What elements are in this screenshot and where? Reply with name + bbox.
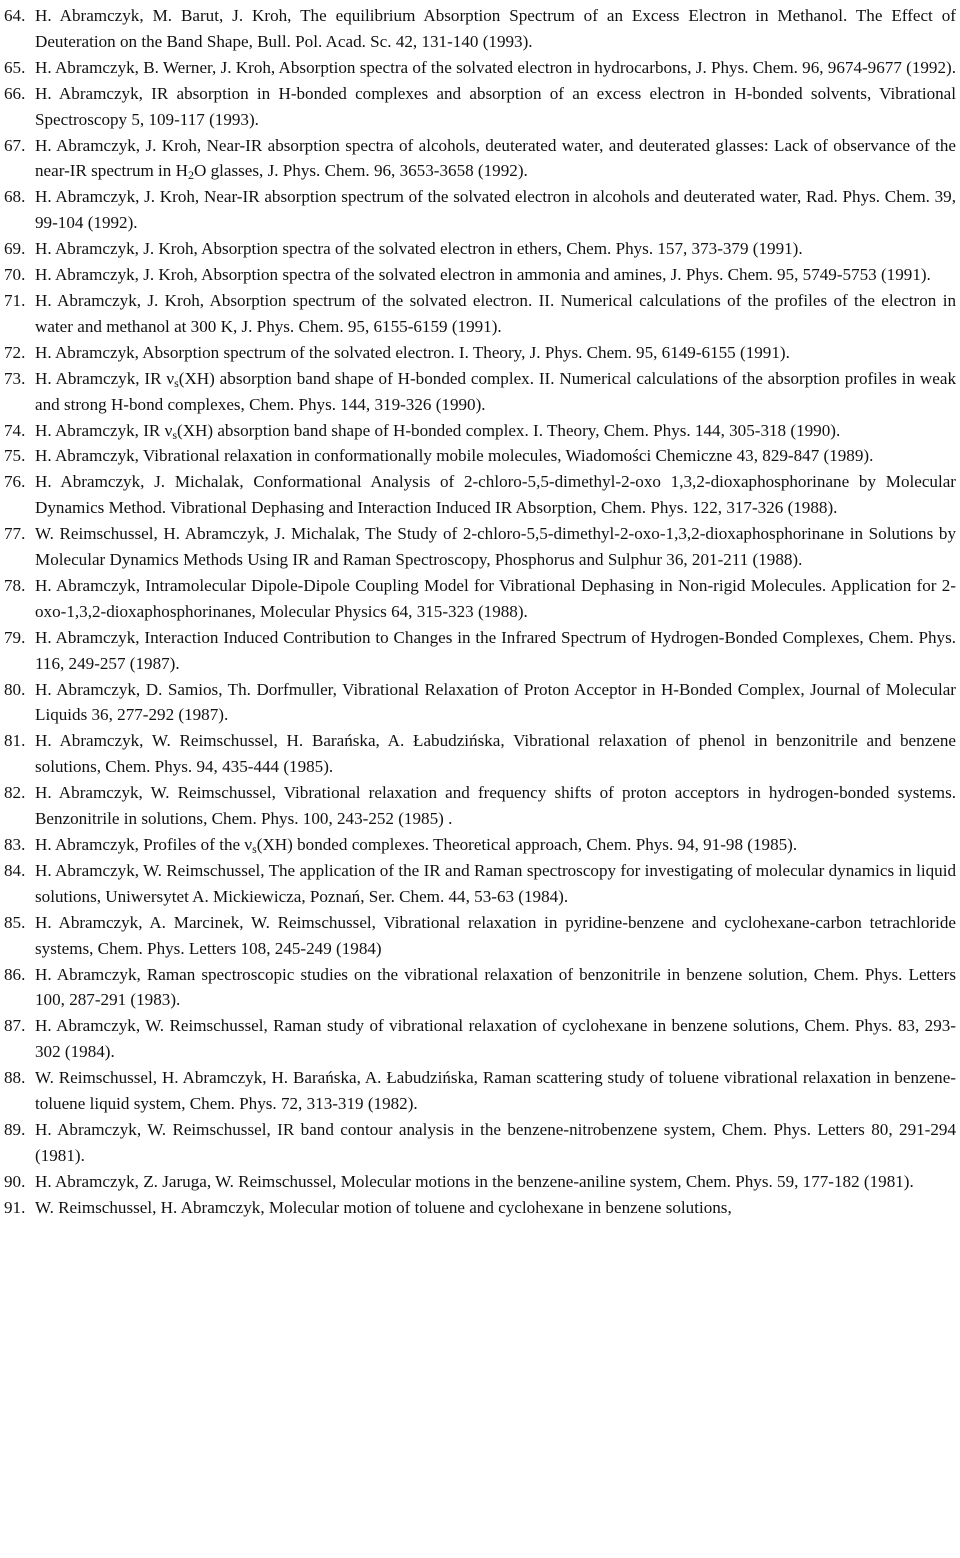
reference-text-segment: H. Abramczyk, J. Kroh, Near-IR absorption spectra of alcohols, deuterated water, and deuterated glasses: Lack of observance of the near-IR spectrum in H [35,135,956,181]
reference-item [4,832,956,858]
reference-number: 71. [4,290,26,310]
reference-text-segment: W. Reimschussel, H. Abramczyk, J. Michalak, The Study of 2-chloro-5,5-dimethyl-2-oxo-1,3,2-dioxaphosphorinane in Solutions by Molecular Dynamics Methods Using IR and Raman Spectroscopy, Phosphorus and Sulphur 36, 201-211 (1988). [35,524,956,570]
reference-number: 88. [4,1068,26,1088]
reference-text [35,291,956,336]
reference-number: 82. [4,783,26,803]
reference-subscript: s [252,842,257,856]
reference-item [4,3,956,55]
reference-text-segment: H. Abramczyk, D. Samios, Th. Dorfmuller, Vibrational Relaxation of Proton Acceptor in H-Bonded Complex, Journal of Molecular Liquids 36, 277-292 (1987). [35,679,956,725]
reference-text-segment: H. Abramczyk, J. Kroh, Absorption spectra of the solvated electron in ethers, Chem. Phys. 157, 373-379 (1991). [35,239,803,259]
reference-text [35,239,803,258]
reference-text-segment: H. Abramczyk, J. Kroh, Absorption spectrum of the solvated electron. II. Numerical calculations of the profiles of the electron in water and methanol at 300 K, J. Phys. Chem. 95, 6155-6159 (1991). [35,290,956,336]
reference-item [4,262,956,288]
reference-text [35,1198,732,1217]
reference-text-segment: H. Abramczyk, IR ν [35,368,175,388]
reference-text-segment: H. Abramczyk, Interaction Induced Contribution to Changes in the Infrared Spectrum of Hydrogen-Bonded Complexes, Chem. Phys. 116, 249-257 (1987). [35,627,956,673]
reference-text-segment: H. Abramczyk, A. Marcinek, W. Reimschussel, Vibrational relaxation in pyridine-benzene and cyclohexane-carbon tetrachloride systems, Chem. Phys. Letters 108, 245-249 (1984) [35,912,956,958]
reference-number: 67. [4,135,26,155]
reference-text [35,1016,956,1061]
reference-text-segment: H. Abramczyk, J. Kroh, Absorption spectra of the solvated electron in ammonia and amines, J. Phys. Chem. 95, 5749-5753 (1991). [35,265,931,285]
reference-item [4,1195,956,1221]
reference-item [4,340,956,366]
reference-text [35,6,956,51]
reference-item [4,443,956,469]
reference-number: 66. [4,83,26,103]
reference-item [4,1117,956,1169]
reference-number: 74. [4,420,26,440]
reference-text-segment: H. Abramczyk, W. Reimschussel, H. Barańska, A. Łabudzińska, Vibrational relaxation of phenol in benzonitrile and benzene solutions, Chem. Phys. 94, 435-444 (1985). [35,731,956,777]
reference-text-segment: H. Abramczyk, W. Reimschussel, Vibrational relaxation and frequency shifts of proton acceptors in hydrogen-bonded systems. Benzonitrile in solutions, Chem. Phys. 100, 243-252 (1985) . [35,783,956,829]
reference-item [4,1169,956,1195]
reference-text [35,628,956,673]
reference-number: 64. [4,6,26,25]
reference-text [35,576,956,621]
reference-text-segment: H. Abramczyk, W. Reimschussel, Raman study of vibrational relaxation of cyclohexane in benzene solutions, Chem. Phys. 83, 293-302 (1984). [35,1016,956,1062]
reference-item [4,133,956,185]
reference-text [35,861,956,906]
reference-text-segment: (XH) bonded complexes. Theoretical approach, Chem. Phys. 94, 91-98 (1985). [256,835,798,854]
reference-number: 77. [4,524,26,544]
reference-item [4,521,956,573]
reference-text [35,1120,956,1165]
reference-item [4,677,956,729]
reference-list [4,3,956,1221]
reference-text-segment: W. Reimschussel, H. Abramczyk, Molecular motion of toluene and cyclohexane in benzene solutions, [35,1197,732,1217]
reference-item [4,625,956,677]
reference-item [4,728,956,780]
reference-text-segment: H. Abramczyk, Intramolecular Dipole-Dipole Coupling Model for Vibrational Dephasing in Non-rigid Molecules. Application for 2-oxo-1,3,2-dioxaphosphorinanes, Molecular Physics 64, 315-323 (1988). [35,575,956,621]
reference-text [35,1068,956,1113]
reference-item [4,1065,956,1117]
reference-item [4,573,956,625]
reference-text [35,446,873,465]
reference-item [4,469,956,521]
reference-item [4,962,956,1014]
reference-number: 79. [4,627,26,647]
reference-text-segment: H. Abramczyk, IR ν [35,420,173,440]
reference-text-segment: H. Abramczyk, W. Reimschussel, The application of the IR and Raman spectroscopy for investigating of molecular dynamics in liquid solutions, Uniwersytet A. Mickiewicza, Poznań, Ser. Chem. 44, 53-63 (1984). [35,860,956,906]
reference-text [35,84,956,129]
reference-text [35,136,956,181]
reference-text [35,680,956,725]
reference-number: 85. [4,912,26,932]
reference-item [4,1013,956,1065]
reference-item [4,780,956,832]
reference-text [35,369,956,414]
reference-number: 65. [4,57,26,77]
reference-text [35,913,956,958]
reference-text [35,472,956,517]
reference-text-segment: (XH) absorption band shape of H-bonded complex. II. Numerical calculations of the absorption profiles in weak and strong H-bond complexes, Chem. Phys. 144, 319-326 (1990). [35,368,956,414]
reference-subscript: s [172,427,177,442]
reference-text-segment: H. Abramczyk, B. Werner, J. Kroh, Absorption spectra of the solvated electron in hydrocarbons, J. Phys. Chem. 96, 9674-9677 (1992). [35,57,956,77]
reference-text-segment: O glasses, J. Phys. Chem. 96, 3653-3658 (1992). [193,161,528,181]
reference-item [4,55,956,81]
reference-number: 75. [4,446,26,466]
reference-text [35,58,956,77]
reference-text [35,1172,914,1191]
reference-text [35,524,956,569]
reference-number: 84. [4,860,26,880]
reference-number: 78. [4,575,26,595]
reference-text-segment: H. Abramczyk, Profiles of the ν [35,835,253,854]
reference-item [4,418,956,444]
reference-text-segment: H. Abramczyk, Raman spectroscopic studies on the vibrational relaxation of benzonitrile in benzene solution, Chem. Phys. Letters 100, 287-291 (1983). [35,964,956,1010]
reference-number: 83. [4,835,26,854]
reference-text-segment: H. Abramczyk, J. Kroh, Near-IR absorption spectrum of the solvated electron in alcohols and deuterated water, Rad. Phys. Chem. 39, 99-104 (1992). [35,187,956,233]
reference-text-segment: H. Abramczyk, Z. Jaruga, W. Reimschussel, Molecular motions in the benzene-aniline system, Chem. Phys. 59, 177-182 (1981). [35,1171,914,1191]
reference-number: 69. [4,239,26,259]
reference-number: 81. [4,731,26,751]
reference-text [35,187,956,232]
reference-text-segment: W. Reimschussel, H. Abramczyk, H. Barańska, A. Łabudzińska, Raman scattering study of toluene vibrational relaxation in benzene-toluene liquid system, Chem. Phys. 72, 313-319 (1982). [35,1068,956,1114]
reference-item [4,81,956,133]
reference-number: 86. [4,964,26,984]
reference-text-segment: H. Abramczyk, M. Barut, J. Kroh, The equilibrium Absorption Spectrum of an Excess Electron in Methanol. The Effect of Deuteration on the Band Shape, Bull. Pol. Acad. Sc. 42, 131-140 (1993). [35,6,956,51]
reference-number: 73. [4,368,26,388]
reference-text-segment: H. Abramczyk, J. Michalak, Conformational Analysis of 2-chloro-5,5-dimethyl-2-oxo 1,3,2-dioxaphosphorinane by Molecular Dynamics Method. Vibrational Dephasing and Interaction Induced IR Absorption, Chem. Phys. 122, 317-326 (1988). [35,472,956,518]
reference-item [4,184,956,236]
reference-item [4,910,956,962]
reference-text-segment: H. Abramczyk, IR absorption in H-bonded complexes and absorption of an excess electron in H-bonded solvents, Vibrational Spectroscopy 5, 109-117 (1993). [35,83,956,129]
reference-subscript: s [174,375,179,390]
reference-number: 80. [4,679,26,699]
reference-item [4,288,956,340]
reference-text-segment: H. Abramczyk, Absorption spectrum of the solvated electron. I. Theory, J. Phys. Chem. 95, 6149-6155 (1991). [35,342,790,362]
reference-number: 90. [4,1171,26,1191]
reference-number: 68. [4,187,26,207]
reference-item [4,858,956,910]
reference-subscript: 2 [187,168,194,183]
reference-number: 72. [4,342,26,362]
reference-text [35,731,956,776]
reference-text [35,421,840,440]
reference-number: 91. [4,1197,26,1217]
reference-number: 76. [4,472,26,492]
reference-number: 70. [4,265,26,285]
reference-item [4,236,956,262]
reference-text [35,265,931,284]
reference-text-segment: (XH) absorption band shape of H-bonded complex. I. Theory, Chem. Phys. 144, 305-318 (1990). [177,420,841,440]
reference-number: 87. [4,1016,26,1036]
reference-item [4,366,956,418]
reference-text [35,343,790,362]
reference-text-segment: H. Abramczyk, W. Reimschussel, IR band contour analysis in the benzene-nitrobenzene system, Chem. Phys. Letters 80, 291-294 (1981). [35,1119,956,1165]
reference-text [35,835,797,854]
reference-number: 89. [4,1119,26,1139]
reference-text [35,965,956,1010]
reference-text [35,783,956,828]
reference-text-segment: H. Abramczyk, Vibrational relaxation in conformationally mobile molecules, Wiadomości Chemiczne 43, 829-847 (1989). [35,446,874,466]
